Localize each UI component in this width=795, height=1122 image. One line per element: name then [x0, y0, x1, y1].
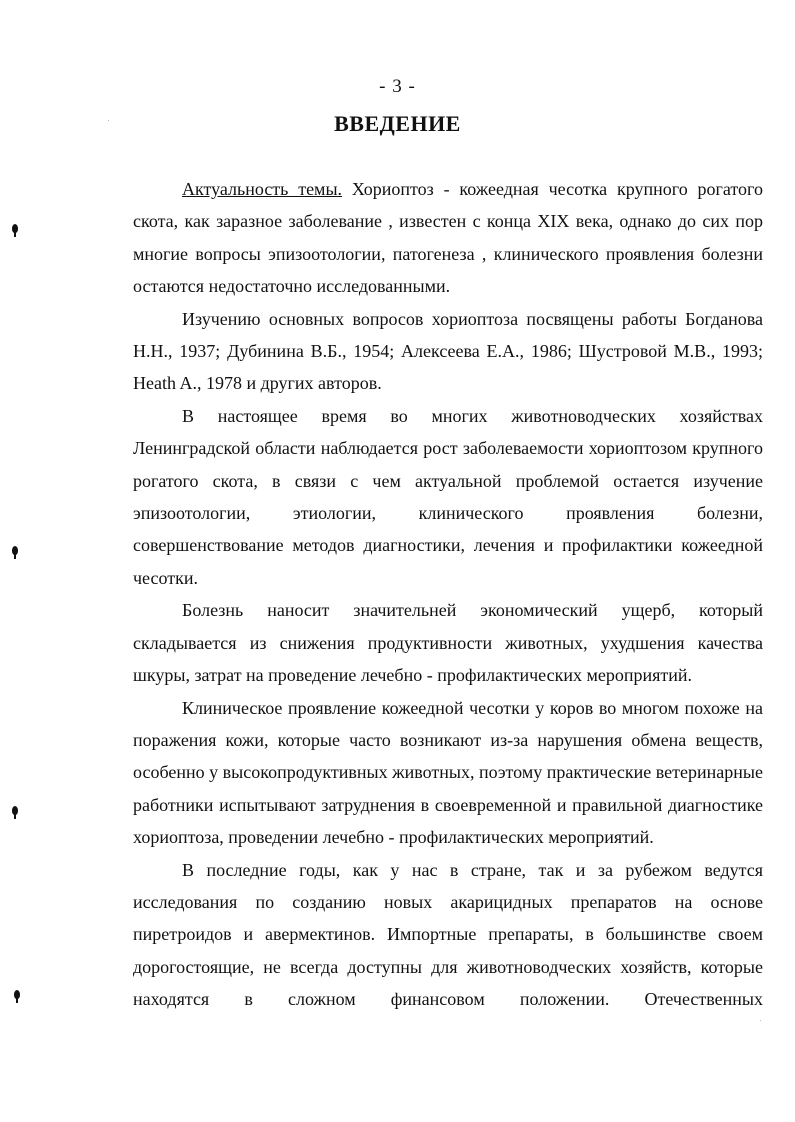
binder-hole-mark	[12, 546, 18, 555]
binder-hole-mark	[12, 224, 18, 233]
paragraph-economic-damage	[133, 594, 763, 691]
paragraph-research	[133, 854, 763, 1016]
binder-hole-mark	[14, 990, 20, 999]
paragraph-text: Хориоптоз - кожеедная чесотка крупного рогатого скота, как заразное заболевание , известен с конца XIX века, однако до сих пор многие вопросы эпизоотологии, патогенеза , клинического проявления болезни остаются недостаточно исследованными.	[133, 179, 763, 297]
paragraph-text: Изучению основных вопросов хориоптоза посвящены работы Богданова Н.Н., 1937; Дубинина В.Б., 1954; Алексеева Е.А., 1986; Шустровой М.В., 1993; Heath A., 1978 и других авторов.	[133, 308, 763, 394]
scan-speck	[760, 1020, 761, 1021]
paragraph-relevance	[133, 173, 763, 303]
page-number: - 3 -	[379, 76, 416, 97]
paragraph-text: В последние годы, как у нас в стране, так и за рубежом ведутся исследования по созданию новых акарицидных препаратов на основе пиретроидов и авермектинов. Импортные препараты, в большинстве своем дорогостоящие, не всегда доступны для животноводческих хозяйств, которые находятся в сложном финансовом положении. Отечественных	[133, 859, 763, 1010]
relevance-lead: Актуальность темы.	[182, 179, 343, 199]
paragraph-clinical	[133, 692, 763, 854]
paragraph-text: Болезнь наносит значительней экономический ущерб, который складывается из снижения продуктивности животных, ухудшения качества шкуры, затрат на проведение лечебно - профилактических мероприятий.	[133, 600, 763, 686]
paragraph-current-situation	[133, 400, 763, 594]
binder-hole-mark	[12, 806, 18, 815]
scan-speck	[108, 120, 109, 121]
body-text	[133, 173, 763, 1016]
paragraph-literature	[133, 303, 763, 400]
paragraph-text: В настоящее время во многих животноводческих хозяйствах Ленинградской области наблюдается рост заболеваемости хориоптозом крупного рогатого скота, в связи с чем актуальной проблемой остается изучение эпизоотологии, этиологии, клинического проявления болезни, совершенствование методов диагностики, лечения и профилактики кожеедной чесотки.	[133, 405, 763, 588]
page-title: ВВЕДЕНИЕ	[334, 111, 461, 136]
paragraph-text: Клиническое проявление кожеедной чесотки у коров во многом похоже на поражения кожи, которые часто возникают из-за нарушения обмена веществ, особенно у высокопродуктивных животных, поэтому практические ветеринарные работники испытывают затруднения в своевременной и правильной диагностике хориоптоза, проведении лечебно - профилактических мероприятий.	[133, 697, 763, 848]
